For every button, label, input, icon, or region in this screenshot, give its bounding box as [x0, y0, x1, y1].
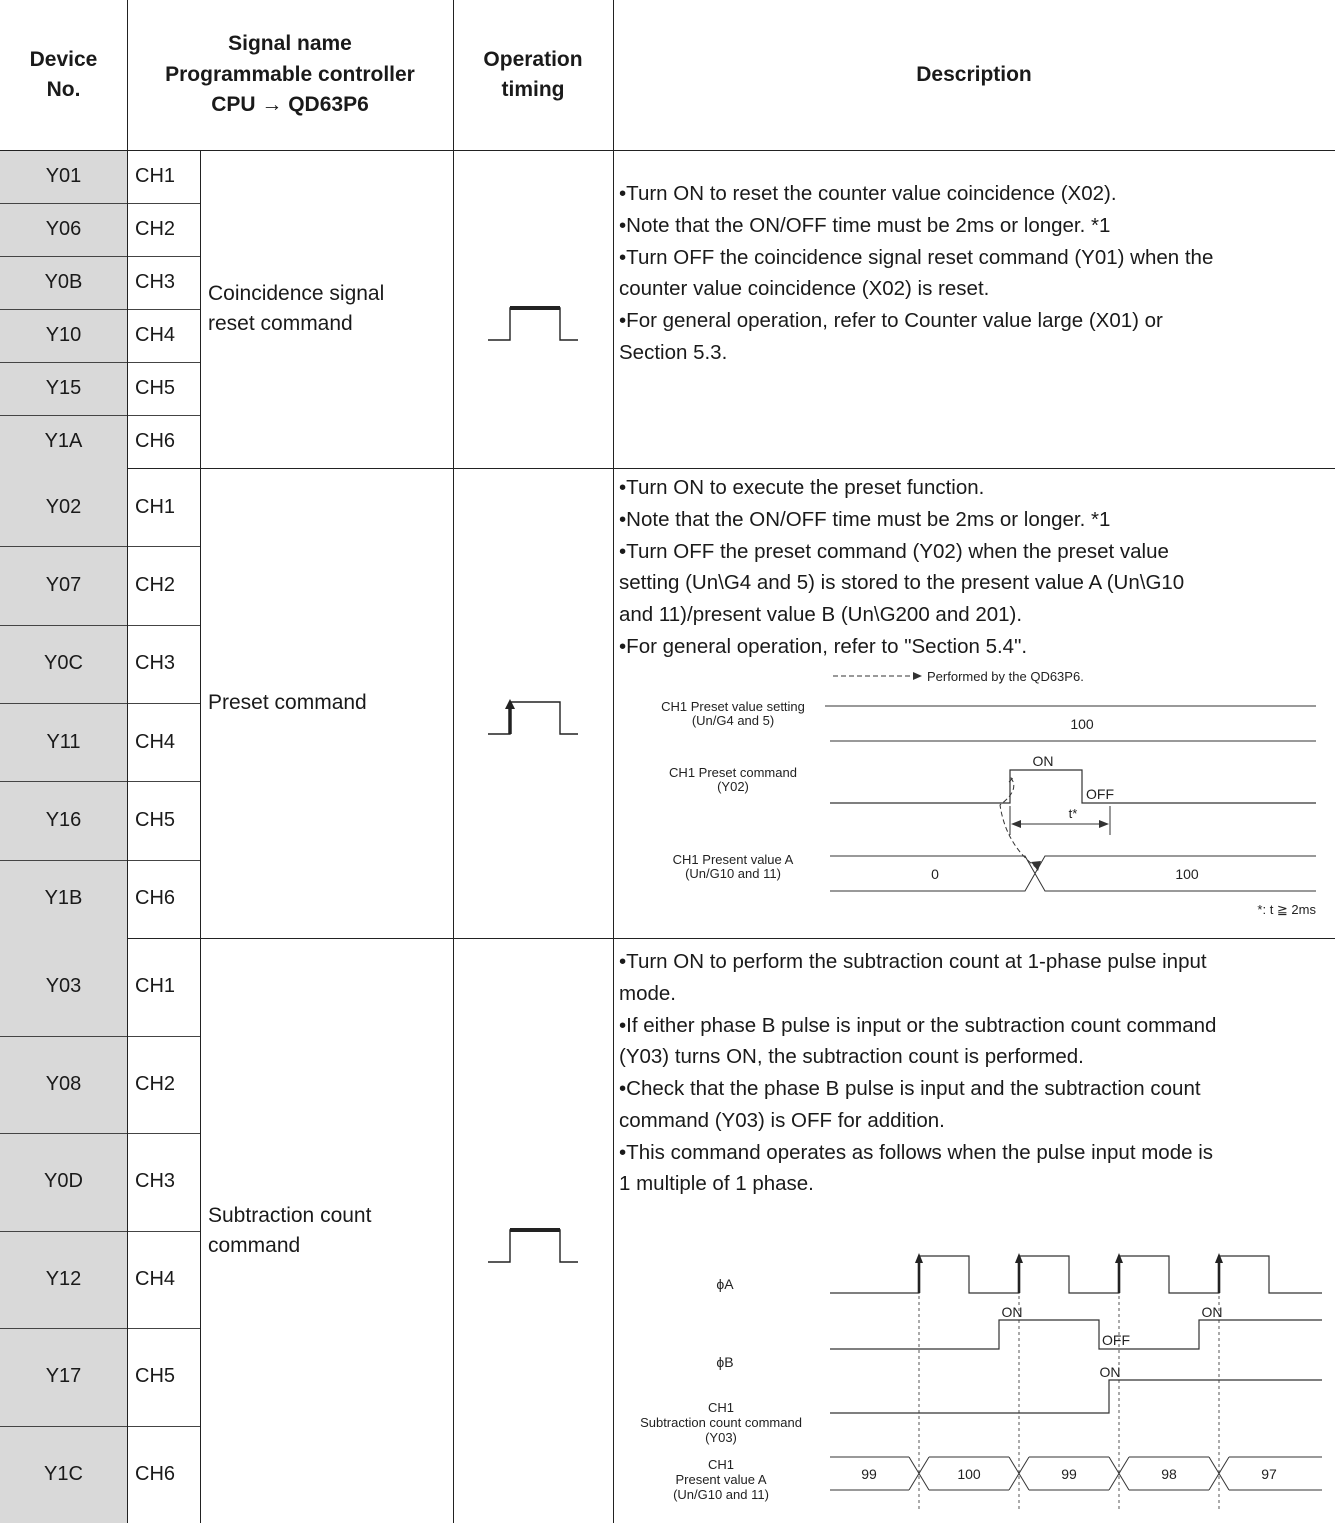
sub-cmd-waveform [830, 1380, 1322, 1413]
signal-name-line: Subtraction count [208, 1203, 372, 1227]
level-pulse-icon [488, 303, 578, 343]
description-item [619, 210, 1213, 242]
subtraction-timing-diagram [614, 1230, 1334, 1520]
description-line: (Y03) turns ON, the subtraction count is performed. [619, 1045, 1084, 1069]
description-line: •Turn OFF the preset command (Y02) when the preset value [619, 539, 1169, 563]
channel-label: CH4 [135, 324, 176, 346]
column-divider [200, 150, 201, 1523]
description-item [619, 242, 1213, 306]
device-row-divider [0, 1036, 200, 1037]
device-row-divider [0, 625, 200, 626]
header-operation-timing [453, 0, 613, 150]
device-no: Y02 [45, 495, 82, 518]
channel-label: CH1 [135, 165, 176, 187]
legend-text: Performed by the QD63P6. [927, 669, 1084, 684]
description-line: •Note that the ON/OFF time must be 2ms or longer. *1 [619, 507, 1111, 531]
legend-arrowhead [913, 672, 922, 680]
device-no: Y10 [45, 324, 82, 346]
present-label: Present value A [675, 1472, 767, 1487]
present-value-text: 100 [957, 1466, 981, 1482]
device-row-divider [0, 703, 200, 704]
device-row-divider [0, 309, 200, 310]
t-label: t* [1068, 806, 1078, 821]
header-description: Description [916, 62, 1032, 86]
header-operation-timing-line: Operation [483, 47, 583, 71]
present-label: (Un/G10 and 11) [673, 1487, 769, 1502]
present-value-text: 99 [861, 1466, 877, 1482]
header-signal-name-line: Signal name [228, 32, 352, 56]
channel-label: CH5 [135, 1365, 176, 1388]
device-row-divider [0, 781, 200, 782]
preset-timing-diagram [614, 668, 1334, 933]
signal-name-line: command [208, 1233, 301, 1257]
description-line: and 11)/present value B (Un\G200 and 201). [619, 603, 1023, 627]
device-no: Y11 [46, 730, 81, 753]
description-line: •This command operates as follows when the pulse input mode is [619, 1140, 1214, 1164]
description-line: counter value coincidence (X02) is reset. [619, 277, 990, 301]
signal-name-line: reset command [208, 312, 353, 335]
description-item [619, 472, 1184, 504]
on-label: ON [1032, 753, 1054, 769]
description-item [619, 305, 1213, 369]
description-line: command (Y03) is OFF for addition. [619, 1108, 945, 1132]
preset-command-waveform [830, 770, 1316, 803]
sub-cmd-label: CH1 [707, 1400, 735, 1415]
channel-label: CH6 [135, 887, 176, 910]
header-device-no-line: Device [29, 47, 98, 71]
description-line: •Check that the phase B pulse is input and the subtraction count [619, 1077, 1201, 1101]
description-line: •Turn ON to reset the counter value coincidence (X02). [619, 182, 1117, 205]
device-row-divider [0, 1231, 200, 1232]
description-item [619, 178, 1213, 210]
description-item [619, 504, 1184, 536]
on-label: ON [1099, 1364, 1121, 1380]
device-no: Y15 [45, 377, 82, 399]
time-note: *: t ≧ 2ms [1257, 902, 1316, 917]
on-label: ON [1001, 1304, 1023, 1320]
channel-label: CH1 [135, 975, 176, 998]
description-line: •For general operation, refer to Counter value large (X01) or [619, 309, 1163, 333]
device-no: Y06 [45, 218, 82, 240]
description-line: •For general operation, refer to "Section 5.4". [619, 634, 1028, 658]
description-item [619, 1073, 1216, 1137]
device-row-divider [0, 203, 200, 204]
device-no: Y03 [45, 975, 82, 998]
preset-command-label: CH1 Preset command [669, 765, 797, 780]
channel-label: CH5 [135, 377, 176, 399]
device-row-divider [0, 860, 200, 861]
device-row-divider [0, 1426, 200, 1427]
channel-label: CH3 [135, 1170, 176, 1193]
device-row-divider [0, 415, 200, 416]
off-label: OFF [1086, 786, 1114, 802]
description-item [619, 1137, 1216, 1201]
present-value-label: CH1 Present value A [672, 852, 794, 867]
device-no: Y1C [44, 1462, 83, 1485]
description-line: setting (Un\G4 and 5) is stored to the present value A (Un\G10 [619, 571, 1185, 595]
signal-name [208, 938, 447, 1523]
signal-name [208, 150, 447, 468]
device-no: Y17 [45, 1365, 82, 1388]
description-line: •Turn ON to execute the preset function. [619, 476, 985, 499]
device-no: Y01 [45, 165, 82, 187]
device-no: Y0D [44, 1170, 83, 1193]
sub-cmd-label: Subtraction count command [640, 1415, 802, 1430]
device-no: Y16 [45, 808, 82, 831]
description-item [619, 631, 1184, 663]
description-text [619, 178, 1213, 369]
level-pulse-icon [488, 1225, 578, 1265]
device-row-divider [0, 362, 200, 363]
channel-label: CH5 [135, 808, 176, 831]
present-value-bus [830, 856, 1316, 891]
description-line: mode. [619, 981, 676, 1005]
rising-edge-arrow [1015, 1253, 1023, 1263]
device-no: Y08 [45, 1072, 82, 1095]
channel-label: CH6 [135, 430, 176, 452]
device-no: Y07 [45, 573, 82, 596]
present-value-text: 97 [1261, 1466, 1277, 1482]
header-device-no [0, 0, 127, 150]
device-row-divider [0, 1328, 200, 1329]
on-label: ON [1201, 1304, 1223, 1320]
present-value-bus [830, 856, 1316, 891]
device-no: Y12 [45, 1267, 82, 1290]
present-value-text: 99 [1061, 1466, 1077, 1482]
sub-cmd-label: (Y03) [705, 1430, 737, 1445]
present-value-before: 0 [931, 866, 939, 882]
description-item [619, 1010, 1216, 1074]
rising-edge-arrow [1115, 1253, 1123, 1263]
signal-name-line: Preset command [208, 691, 367, 715]
description-line: Section 5.3. [619, 340, 728, 364]
device-no: Y1B [44, 887, 83, 910]
device-no: Y0B [44, 271, 83, 293]
description-line: •Turn OFF the coincidence signal reset command (Y01) when the [619, 245, 1214, 269]
column-divider [453, 0, 454, 1523]
channel-label: CH2 [135, 573, 176, 596]
header-signal-name-line: Programmable controller [165, 62, 415, 86]
present-value-text: 98 [1161, 1466, 1177, 1482]
header-signal-name-line: CPU → QD63P6 [211, 93, 369, 117]
preset-value-text: 100 [1070, 716, 1094, 732]
signal-name [208, 468, 447, 938]
header-operation-timing-line: timing [501, 78, 565, 101]
preset-value-label: CH1 Preset value setting [661, 699, 805, 714]
rising-edge-arrow [915, 1253, 923, 1263]
channel-label: CH4 [135, 730, 176, 753]
preset-value-label: (Un/G4 and 5) [691, 713, 775, 728]
channel-label: CH3 [135, 652, 176, 675]
description-line: •Note that the ON/OFF time must be 2ms or longer. *1 [619, 213, 1111, 237]
phase-a-label: ϕA [716, 1276, 734, 1292]
description-text [619, 946, 1216, 1200]
device-row-divider [0, 256, 200, 257]
channel-label: CH2 [135, 1072, 176, 1095]
header-signal-name [127, 0, 453, 150]
t-arrowhead [1099, 820, 1109, 828]
rising-edge-icon [488, 697, 578, 737]
description-item [619, 946, 1216, 1010]
phase-a-waveform [830, 1256, 1322, 1293]
device-no: Y1A [44, 430, 83, 452]
signal-name-line: Coincidence signal [208, 282, 385, 306]
column-divider [127, 0, 128, 1523]
description-text [619, 472, 1184, 663]
t-arrowhead [1011, 820, 1021, 828]
channel-label: CH6 [135, 1462, 176, 1485]
present-value-after: 100 [1175, 866, 1199, 882]
channel-label: CH3 [135, 271, 176, 293]
phase-b-waveform [830, 1320, 1322, 1349]
phase-b-label: ϕB [716, 1354, 734, 1370]
header-device-no-line: No. [46, 78, 81, 101]
rising-edge-arrow [1215, 1253, 1223, 1263]
description-line: 1 multiple of 1 phase. [619, 1172, 814, 1196]
device-row-divider [0, 1133, 200, 1134]
description-item [619, 536, 1184, 631]
device-row-divider [0, 546, 200, 547]
description-line: •If either phase B pulse is input or the subtraction count command [619, 1013, 1217, 1037]
device-no: Y0C [44, 652, 83, 675]
present-label: CH1 [707, 1457, 735, 1472]
channel-label: CH1 [135, 495, 176, 518]
description-line: •Turn ON to perform the subtraction count at 1-phase pulse input [619, 950, 1207, 973]
present-value-label: (Un/G10 and 11) [685, 866, 781, 881]
channel-label: CH4 [135, 1267, 176, 1290]
channel-label: CH2 [135, 218, 176, 240]
off-label: OFF [1102, 1332, 1130, 1348]
preset-command-label: (Y02) [717, 779, 749, 794]
